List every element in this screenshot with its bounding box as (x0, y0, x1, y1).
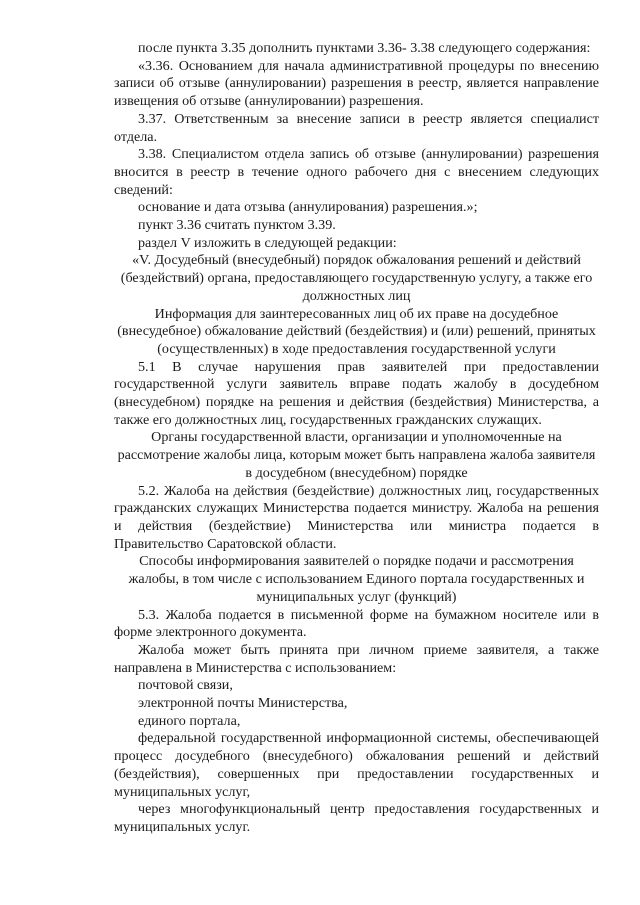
document-body (114, 40, 599, 837)
paragraph-complaint-channels: Жалоба может быть принята при личном приеме заявителя, а также направлена в Министерства с использованием: (114, 641, 599, 676)
list-item-portal: единого портала, (138, 712, 241, 729)
subheading-information: Информация для заинтересованных лиц об их праве на досудебное (внесудебное) обжалование действий (бездействия) и (или) решений, принятых (осуществленных) в ходе предоставления государственной услуги (117, 305, 596, 357)
section-v-heading: «V. Досудебный (внесудебный) порядок обжалования решений и действий (бездействий) органа, предоставляющего государственную услугу, а также его должностных лиц (120, 252, 593, 304)
paragraph-3-37: 3.37. Ответственным за внесение записи в реестр является специалист отдела. (114, 110, 599, 145)
list-item-post: почтовой связи, (138, 677, 233, 694)
paragraph-amend-3-35: после пункта 3.35 дополнить пунктами 3.36- 3.38 следующего содержания: (138, 40, 591, 56)
subheading-authorities: Органы государственной власти, организации и уполномоченные на рассмотрение жалобы лица, которым может быть направлена жалоба заявителя в досудебном (внесудебном) порядке (117, 429, 596, 481)
paragraph-3-36: «3.36. Основанием для начала административной процедуры по внесению записи об отзыве (аннулировании) разрешения в реестр, является направление извещения об отзыве (аннулировании) разрешения. (114, 57, 599, 110)
list-item-federal-system: федеральной государственной информационной системы, обеспечивающей процесс досудебного (внесудебного) обжалования решений и действий (бездействия), совершенных при предоставлении государственных и муниципальных услуг, (114, 730, 599, 800)
paragraph-3-38-item: основание и дата отзыва (аннулирования) разрешения.»; (138, 199, 478, 216)
paragraph-section-v-intro: раздел V изложить в следующей редакции: (138, 234, 397, 251)
paragraph-renumber: пункт 3.36 считать пунктом 3.39. (138, 217, 336, 234)
list-item-email: электронной почты Министерства, (138, 695, 348, 712)
list-item-mfc: через многофункциональный центр предоставления государственных и муниципальных услуг. (114, 801, 599, 835)
paragraph-5-2: 5.2. Жалоба на действия (бездействие) должностных лиц, государственных гражданских служащих Министерства подается министру. Жалоба на решения и действия (бездействие) Министерства или министра подается в Правительство Саратовской области. (114, 482, 599, 552)
paragraph-5-1: 5.1 В случае нарушения прав заявителей при предоставлении государственной услуги заявитель вправе подать жалобу в досудебном (внесудебном) порядке на решения и действия (бездействия) Министерства, а также его должностных лиц, государственных гражданских служащих. (114, 358, 599, 428)
paragraph-3-38: 3.38. Специалистом отдела запись об отзыве (аннулировании) разрешения вносится в реестр в течение одного рабочего дня с внесением следующих сведений: (114, 146, 599, 198)
paragraph-5-3: 5.3. Жалоба подается в письменной форме на бумажном носителе или в форме электронного документа. (114, 606, 599, 641)
subheading-informing-methods: Способы информирования заявителей о порядке подачи и рассмотрения жалобы, в том числе с использованием Единого портала государственных и муниципальных услуг (функций) (128, 553, 585, 605)
